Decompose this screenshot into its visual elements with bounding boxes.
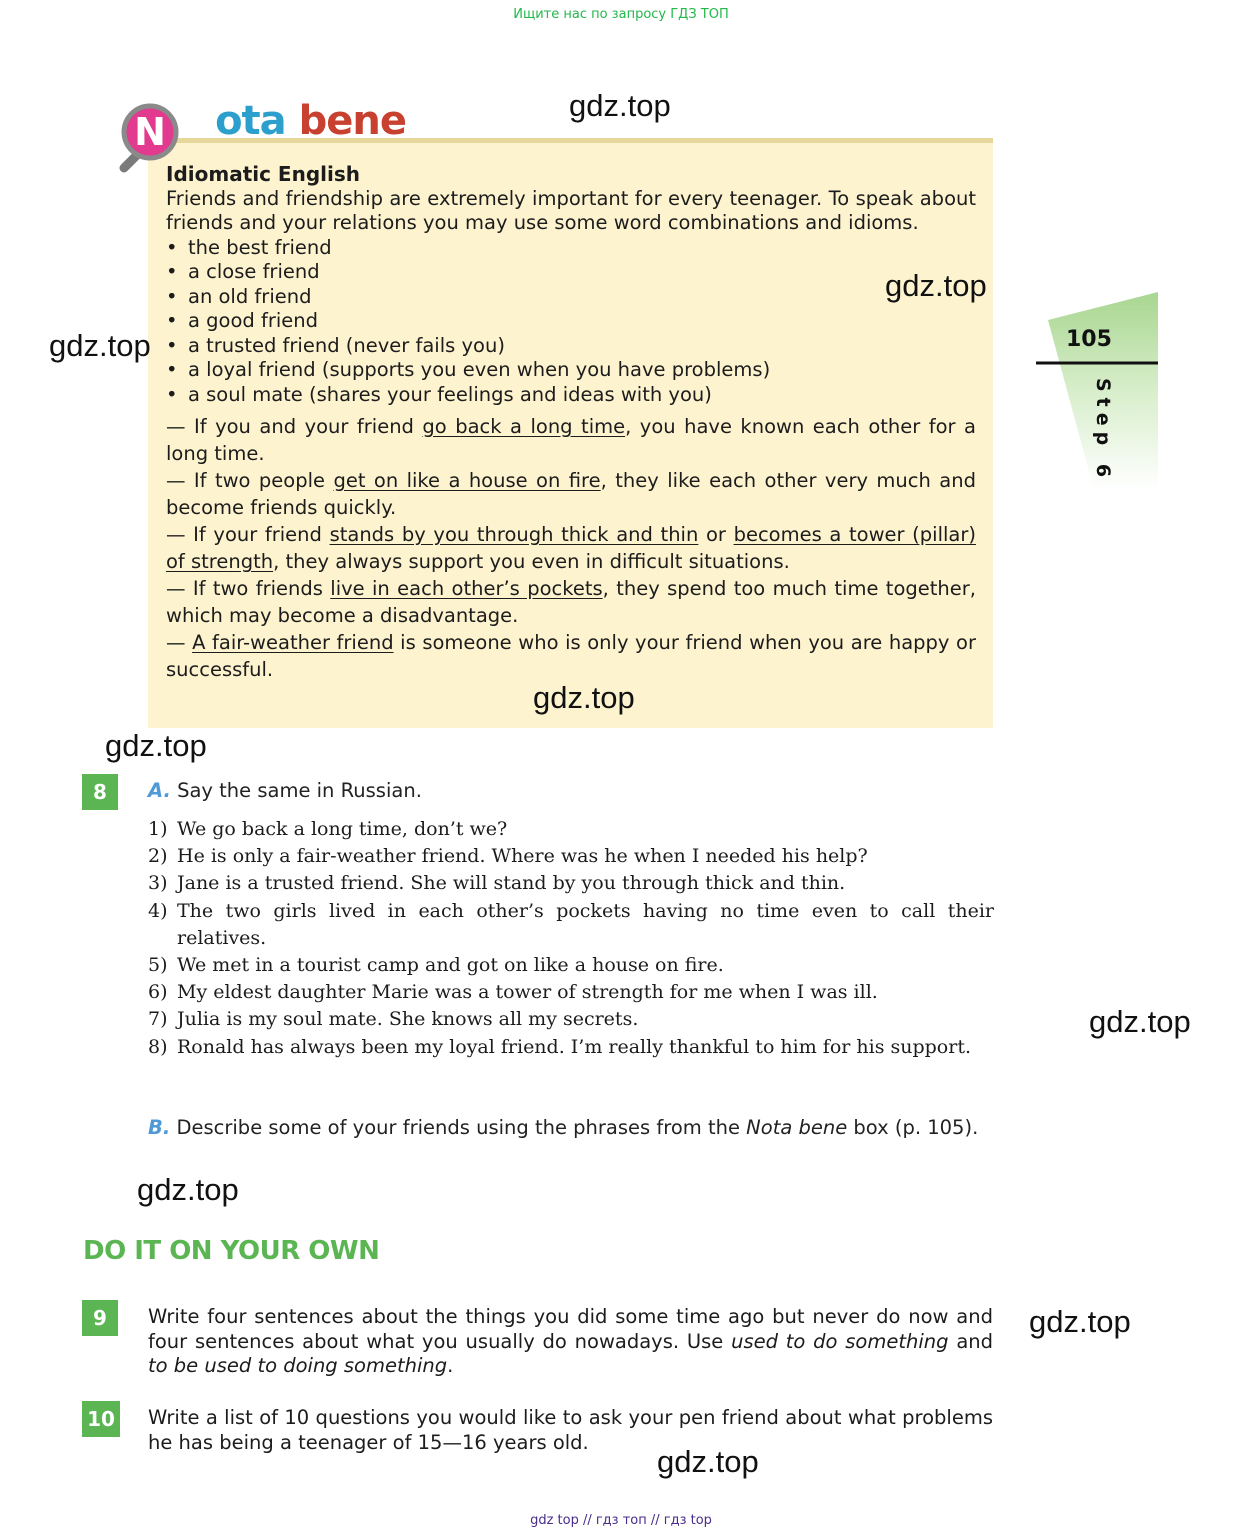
- nota-bene-intro: Friends and friendship are extremely important for every teenager. To speak about friends and your relations you may use some word combinations and idioms.: [166, 186, 976, 234]
- bullet-item: • a trusted friend (never fails you): [166, 334, 976, 359]
- page-number: 105: [1066, 327, 1112, 352]
- watermark: gdz.top: [1089, 1004, 1191, 1039]
- watermark: gdz.top: [885, 268, 987, 303]
- list-item: 2) He is only a fair-weather friend. Where was he when I needed his help?: [148, 845, 868, 868]
- bullet-item: • a close friend: [166, 260, 976, 285]
- exercise-9-text: Write four sentences about the things you did some time ago but never do now and four sentences about what you usually do nowadays. Use used to do something and to be used to doing something.: [148, 1305, 993, 1377]
- idiom-4: — If two friends live in each other’s pockets, they spend too much time together, which may become a disadvantage.: [166, 577, 976, 627]
- watermark: gdz.top: [49, 328, 151, 363]
- watermark: gdz.top: [1029, 1304, 1131, 1339]
- exercise-9-number: 9: [82, 1300, 118, 1336]
- logo-bene: bene: [298, 98, 406, 144]
- list-item: 6) My eldest daughter Marie was a tower of strength for me when I was ill.: [148, 981, 878, 1004]
- watermark: gdz.top: [569, 88, 671, 123]
- watermark: gdz.top: [105, 728, 207, 763]
- list-item: 8) Ronald has always been my loyal friend. I’m really thankful to him for his support.: [148, 1035, 971, 1058]
- bullet-item: • a good friend: [166, 309, 976, 334]
- watermark: gdz.top: [657, 1444, 759, 1479]
- exercise-8-number: 8: [82, 774, 118, 810]
- watermark: gdz.top: [533, 680, 635, 715]
- exercise-8b-instruction: B. Describe some of your friends using the phrases from the Nota bene box (p. 105).: [148, 1116, 979, 1139]
- step-label: Step 6: [1092, 378, 1114, 484]
- list-item: 7) Julia is my soul mate. She knows all my secrets.: [148, 1008, 639, 1031]
- nota-bene-logo: ota bene: [215, 98, 406, 144]
- exercise-8a-instruction: A. Say the same in Russian.: [148, 779, 422, 802]
- list-item: 5) We met in a tourist camp and got on like a house on fire.: [148, 954, 724, 977]
- section-title: DO IT ON YOUR OWN: [83, 1236, 380, 1266]
- list-item: 4) The two girls lived in each other’s pockets having no time even to call their relatives.: [148, 899, 994, 949]
- nota-bene-heading: Idiomatic English: [166, 162, 360, 186]
- svg-text:N: N: [134, 110, 166, 154]
- exercise-8-list: [148, 816, 994, 1061]
- idiom-2: — If two people get on like a house on fire, they like each other very much and become friends quickly.: [166, 469, 976, 519]
- top-note[interactable]: Ищите нас по запросу ГДЗ ТОП: [513, 7, 729, 22]
- nota-bene-content: [166, 162, 976, 683]
- watermark: gdz.top: [137, 1172, 239, 1207]
- nota-bene-bullets: [166, 236, 976, 408]
- exercise-10-text: Write a list of 10 questions you would like to ask your pen friend about what problems he has being a teenager of 15—16 years old.: [148, 1406, 993, 1454]
- exercise-10-number: 10: [82, 1401, 120, 1437]
- idiom-5: — A fair-weather friend is someone who is only your friend when you are happy or successful.: [166, 631, 976, 681]
- bullet-item: • a soul mate (shares your feelings and ideas with you): [166, 383, 976, 408]
- list-item: 3) Jane is a trusted friend. She will stand by you through thick and thin.: [148, 872, 846, 895]
- bullet-item: • an old friend: [166, 285, 976, 310]
- idiom-3: — If your friend stands by you through thick and thin or becomes a tower (pillar) of strength, they always support you even in difficult situations.: [166, 523, 976, 573]
- idiom-1: — If you and your friend go back a long time, you have known each other for a long time.: [166, 415, 976, 465]
- bullet-item: • a loyal friend (supports you even when you have problems): [166, 358, 976, 383]
- list-item: 1) We go back a long time, don’t we?: [148, 818, 508, 840]
- bullet-item: • the best friend: [166, 236, 976, 261]
- footer-links[interactable]: gdz top // гдз топ // гдз top: [530, 1513, 712, 1528]
